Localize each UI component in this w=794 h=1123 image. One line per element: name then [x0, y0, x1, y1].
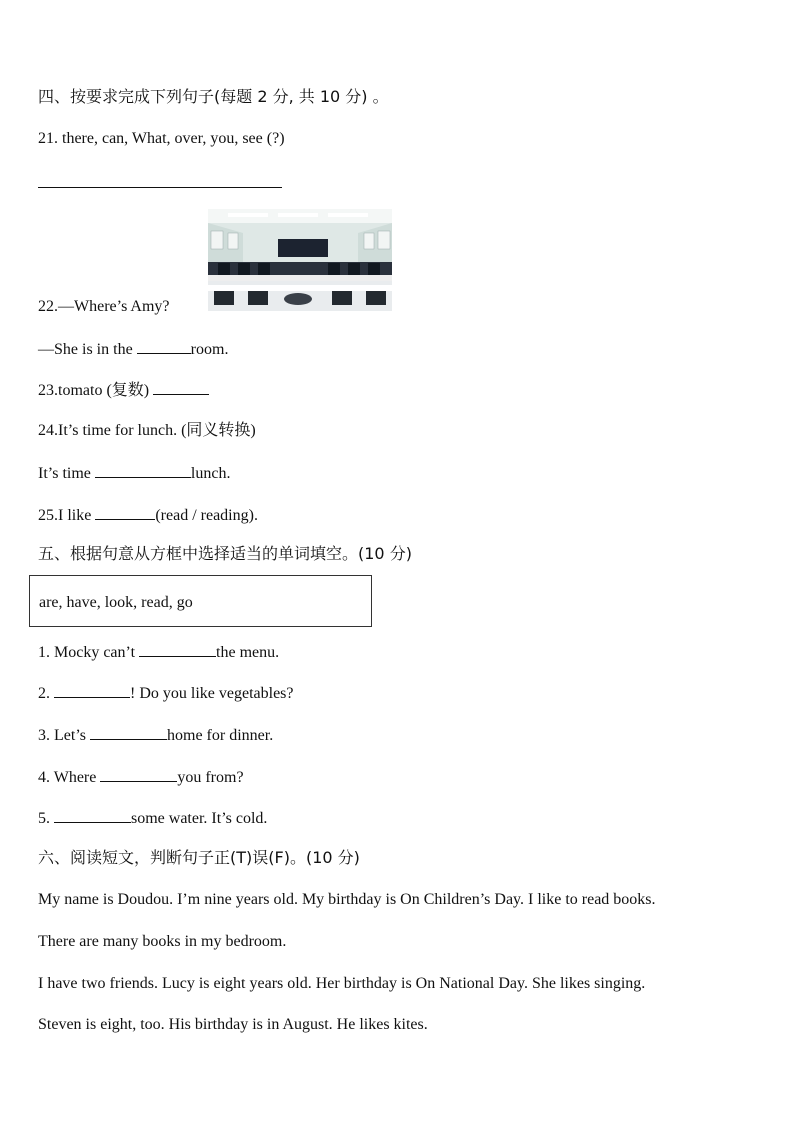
- question-24: 24.It’s time for lunch. (同义转换): [38, 422, 256, 439]
- q-before: 2.: [38, 685, 50, 702]
- q-after: home for dinner.: [167, 727, 274, 744]
- q-after: the menu.: [216, 644, 280, 661]
- section5-question-3: [38, 724, 273, 746]
- passage-line-2: There are many books in my bedroom.: [38, 933, 287, 950]
- q-before: 4. Where: [38, 769, 97, 786]
- blank-s5-2[interactable]: [54, 682, 130, 698]
- q-before: 3. Let’s: [38, 727, 86, 744]
- answer-line-21[interactable]: [38, 187, 282, 188]
- question-22-number: 22.: [38, 298, 58, 315]
- blank-24[interactable]: [95, 462, 191, 478]
- passage-line-3: I have two friends. Lucy is eight years old. Her birthday is On National Day. She likes singing.: [38, 975, 646, 992]
- question-25-after: (read / reading).: [155, 507, 258, 524]
- question-22: [38, 297, 170, 317]
- question-22-question: —Where’s Amy?: [58, 298, 170, 315]
- q-before: 1. Mocky can’t: [38, 644, 136, 661]
- answer-before: —She is in the: [38, 341, 133, 358]
- q-before: 5.: [38, 810, 50, 827]
- section4-heading: 四、按要求完成下列句子(每题 2 分, 共 10 分) 。: [38, 87, 389, 106]
- section6-heading: 六、阅读短文，判断句子正(T)误(F)。(10 分): [38, 848, 360, 867]
- question-22-answer: [38, 338, 228, 360]
- section5-question-1: [38, 641, 279, 663]
- computer-room-photo: [208, 209, 392, 311]
- blank-s5-1[interactable]: [139, 641, 216, 657]
- section5-question-5: [38, 807, 267, 829]
- answer-after: lunch.: [190, 465, 231, 482]
- answer-before: It’s time: [38, 465, 91, 482]
- blank-25[interactable]: [95, 504, 155, 520]
- word-box: [29, 575, 372, 627]
- q-after: some water. It’s cold.: [131, 810, 268, 827]
- q-after: ! Do you like vegetables?: [130, 685, 294, 702]
- passage-line-1: My name is Doudou. I’m nine years old. My birthday is On Children’s Day. I like to read books.: [38, 891, 656, 908]
- q-after: you from?: [177, 769, 244, 786]
- question-25-before: 25.I like: [38, 507, 92, 524]
- section5-question-4: [38, 766, 244, 788]
- question-24-answer: [38, 462, 230, 484]
- blank-23[interactable]: [153, 379, 209, 395]
- passage-line-4: Steven is eight, too. His birthday is in August. He likes kites.: [38, 1016, 428, 1033]
- blank-s5-5[interactable]: [54, 807, 131, 823]
- section5-question-2: [38, 682, 294, 704]
- answer-after: room.: [190, 341, 229, 358]
- blank-s5-4[interactable]: [100, 766, 177, 782]
- section5-heading: 五、根据句意从方框中选择适当的单词填空。(10 分): [38, 544, 412, 563]
- question-25: [38, 504, 258, 526]
- word-box-text: are, have, look, read, go: [39, 594, 193, 611]
- question-23-text: 23.tomato (复数): [38, 382, 150, 399]
- question-21: 21. there, can, What, over, you, see (?): [38, 130, 285, 147]
- blank-s5-3[interactable]: [90, 724, 167, 740]
- blank-22[interactable]: [137, 338, 191, 354]
- question-23: [38, 379, 209, 401]
